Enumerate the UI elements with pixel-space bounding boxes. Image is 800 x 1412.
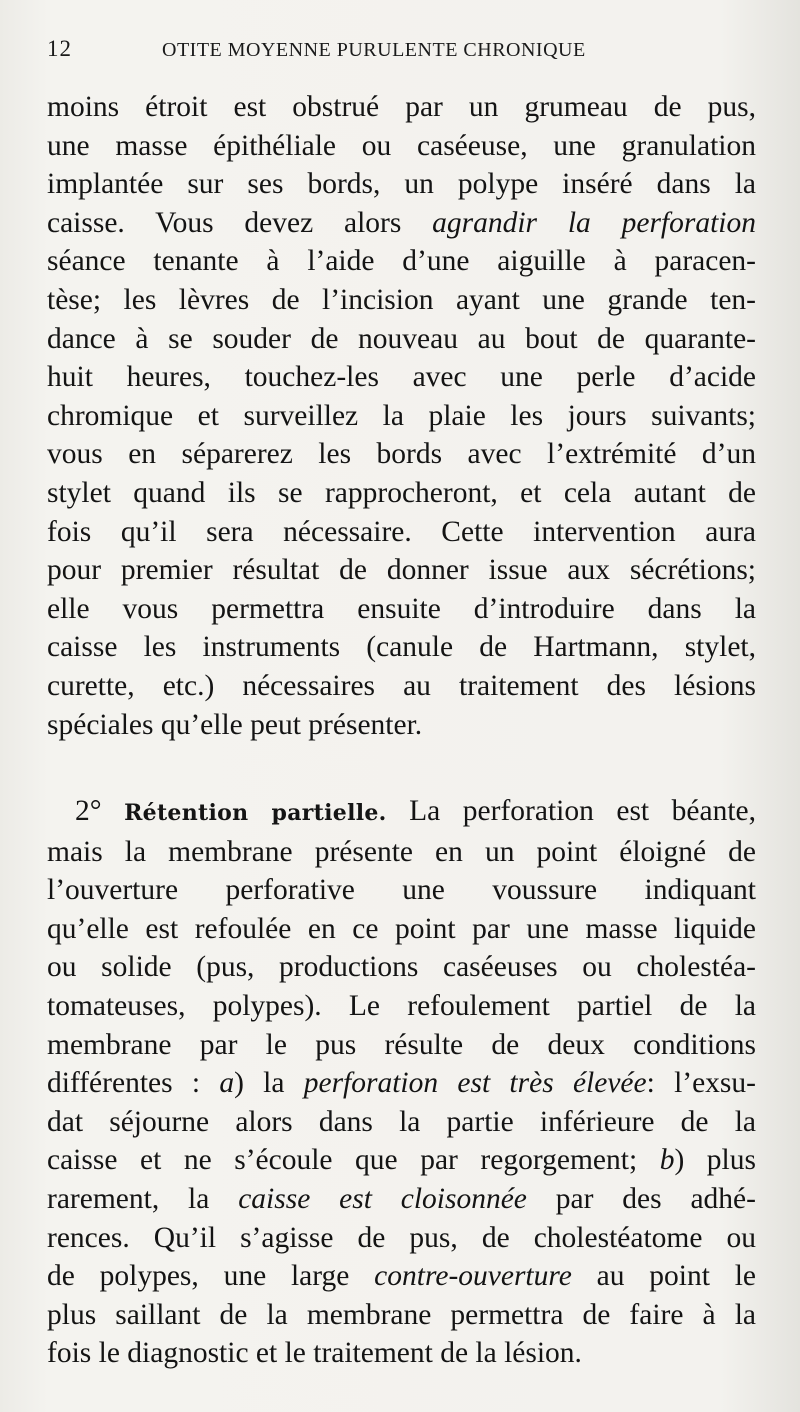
text-line: dance à se souder de nouveau au bout de quarante- <box>47 322 756 355</box>
text-line: vous en séparerez les bords avec l’extrémité d’un <box>47 438 756 471</box>
emphasis: caisse est cloisonnée <box>238 1183 527 1216</box>
text-line <box>47 204 756 243</box>
text-line: membrane par le pus résulte de deux conditions <box>47 1028 756 1061</box>
text-line <box>47 1141 756 1180</box>
running-title: OTITE MOYENNE PURULENTE CHRONIQUE <box>162 39 586 61</box>
text-line: tèse; les lèvres de l’incision ayant une grande ten- <box>47 283 756 316</box>
text-line: pour premier résultat de donner issue aux sécrétions; <box>47 554 756 587</box>
emphasis: contre-ouverture <box>374 1260 572 1293</box>
section-heading: Rétention partielle. <box>124 800 387 827</box>
text-line: mais la membrane présente en un point éloigné de <box>47 835 756 868</box>
text-line <box>47 1064 756 1103</box>
page-number: 12 <box>47 36 72 61</box>
text-line: caisse les instruments (canule de Hartmann, stylet, <box>47 631 756 664</box>
text-line: huit heures, touchez-les avec une perle d’acide <box>47 361 756 394</box>
emphasis: b <box>659 1144 675 1177</box>
text-line: spéciales qu’elle peut présenter. <box>47 708 423 741</box>
text-line <box>47 1180 756 1219</box>
text-line <box>47 792 756 833</box>
text-segment: au point le <box>571 1260 756 1293</box>
text-line: tomateuses, polypes). Le refoulement partiel de la <box>47 990 756 1023</box>
text-line: elle vous permettra ensuite d’introduire dans la <box>47 592 756 625</box>
text-line: fois le diagnostic et le traitement de la lésion. <box>47 1337 582 1370</box>
text-line: implantée sur ses bords, un polype inséré dans la <box>47 168 756 201</box>
paragraph-1 <box>47 88 756 744</box>
text-segment: par des adhé- <box>526 1183 756 1216</box>
emphasis: perforation est très élevée <box>303 1067 647 1100</box>
text-line: moins étroit est obstrué par un grumeau de pus, <box>47 91 756 123</box>
body-text <box>47 88 756 1373</box>
paragraph-2 <box>47 792 756 833</box>
text-line <box>47 1257 756 1296</box>
text-line: ou solide (pus, productions caséeuses ou cholestéa- <box>47 951 756 984</box>
text-line: fois qu’il sera nécessaire. Cette intervention aura <box>47 515 756 548</box>
paragraph-2-body <box>47 833 756 1373</box>
section-number: 2° <box>75 795 102 828</box>
text-line: une masse épithéliale ou caséeuse, une granulation <box>47 129 756 162</box>
text-line: qu’elle est refoulée en ce point par une masse liquide <box>47 912 756 945</box>
paragraph-gap <box>47 744 756 792</box>
running-head <box>47 36 756 88</box>
emphasis: agrandir la perforation <box>432 206 756 239</box>
text-segment: : l’exsu- <box>646 1067 756 1100</box>
text-line: rences. Qu’il s’agisse de pus, de cholestéatome ou <box>47 1221 756 1254</box>
text-segment: de polypes, une large <box>47 1260 375 1293</box>
text-line: chromique et surveillez la plaie les jours suivants; <box>47 399 756 432</box>
text-segment: différentes : <box>47 1067 220 1100</box>
text-segment: caisse et ne s’écoule que par regorgement; <box>47 1144 660 1177</box>
text-segment: ) la <box>234 1067 304 1100</box>
text-segment: La perforation est béante, <box>386 795 756 828</box>
text-segment: caisse. Vous devez alors <box>47 206 433 239</box>
text-line: dat séjourne alors dans la partie inférieure de la <box>47 1105 756 1138</box>
text-line: séance tenante à l’aide d’une aiguille à paracen- <box>47 245 756 278</box>
text-segment: ) plus <box>674 1144 756 1177</box>
text-line: l’ouverture perforative une voussure indiquant <box>47 874 756 907</box>
text-line: curette, etc.) nécessaires au traitement des lésions <box>47 669 756 702</box>
text-line: stylet quand ils se rapprocheront, et cela autant de <box>47 476 756 509</box>
text-line: plus saillant de la membrane permettra de faire à la <box>47 1298 756 1331</box>
emphasis: a <box>219 1067 235 1100</box>
text-segment: rarement, la <box>47 1183 239 1216</box>
